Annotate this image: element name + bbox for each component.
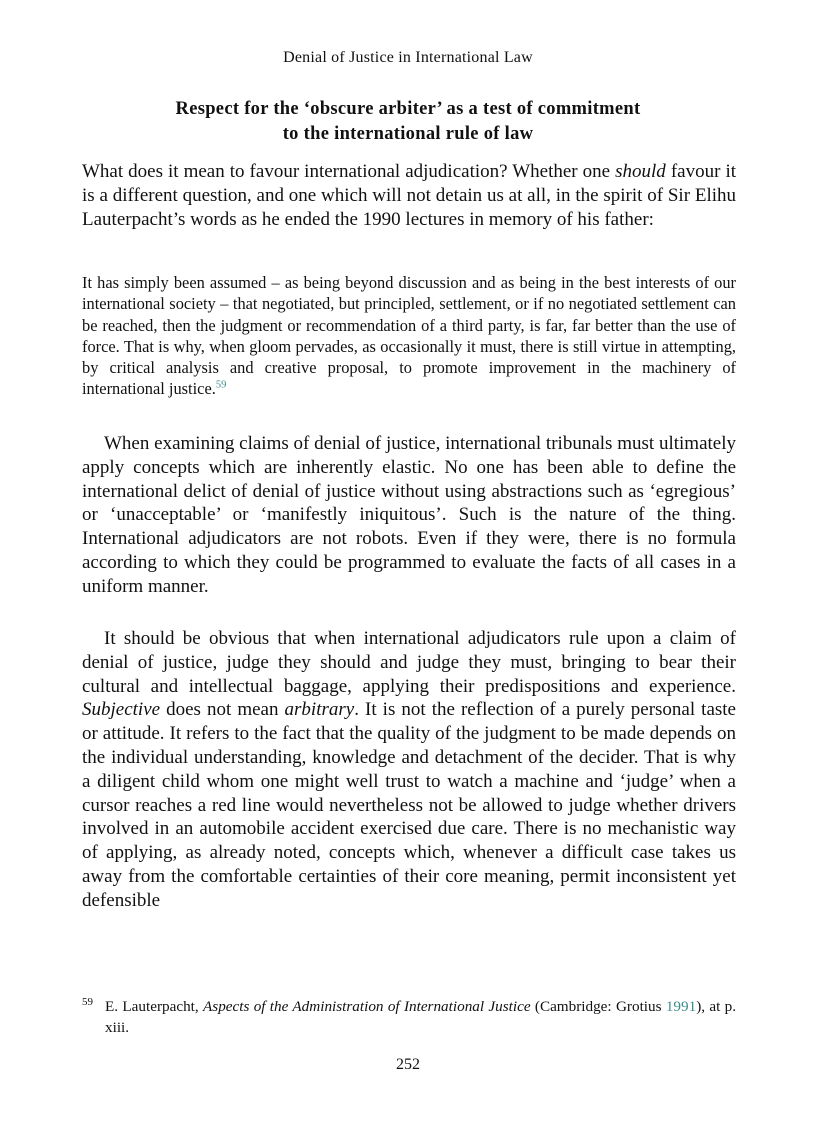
running-head: Denial of Justice in International Law [283,49,533,66]
paragraph-intro [82,160,736,231]
paragraph-3-emphasis-subjective: Subjective [82,699,161,721]
section-title [80,97,736,147]
paragraph-elastic-concepts: When examining claims of denial of justice, international tribunals must ultimately apply concepts which are inherently elastic. No one has been able to define the international delict of denial of justice without using abstractions such as ‘egregious’ or ‘unacceptable’ or ‘manifestly iniquitous’. Such is the nature of the thing. International adjudicators are not robots. Even if they were, there is no formula according to which they could be programmed to evaluate the facts of all cases in a uniform manner. [82,433,736,597]
footnote-59 [82,996,736,1038]
block-quote-text: It has simply been assumed – as being beyond discussion and as being in the best interests of our international society – that negotiated, but principled, settlement, or if no negotiated settlement can be reached, then the judgment or recommendation of a third party, is far, far better than the use of force. That is why, when gloom pervades, as occasionally it must, there is still virtue in attempting, by critical analysis and creative proposal, to promote improvement in the machinery of international justice. [82,273,736,399]
paragraph-3-text-b: does not mean [160,699,285,721]
paragraph-intro-text-a: What does it mean to favour international adjudication? Whether one [82,161,616,182]
page-number: 252 [396,1056,420,1073]
footnote-tail: ), at p. xiii. [105,998,736,1036]
footnote-reference-59[interactable]: 59 [215,380,227,392]
section-title-line-2: to the international rule of law [282,124,534,144]
paragraph-3-emphasis-arbitrary: arbitrary [284,699,355,721]
paragraph-3-text-a: It should be obvious that when international adjudicators rule upon a claim of denial of justice, judge they should and judge they must, bringing to bear their cultural and intellectual baggage, applying their predispositions and experience. [82,628,736,697]
footnote-author: E. Lauterpacht, [105,998,203,1015]
footnote-title: Aspects of the Administration of International Justice [203,998,531,1015]
footnote-publisher: (Cambridge: Grotius [530,998,666,1015]
footnote-body [82,996,736,1038]
footnote-number: 59 [82,996,93,1008]
paragraph-3-text-c: . It is not the reflection of a purely personal taste or attitude. It refers to the fact that the quality of the judgment to be made depends on the individual understanding, knowledge and detachment of the decider. That is why a diligent child whom one might well trust to watch a machine and ‘judge’ when a cursor reaches a red line would nevertheless not be allowed to judge whether drivers involved in an automobile accident exercised due care. There is no mechanistic way of applying, as already noted, concepts which, whenever a difficult case takes us away from the comfortable certainties of their core meaning, permit inconsistent yet defensible [82,699,736,911]
paragraph-intro-text-b: favour it is a different question, and one which will not detain us at all, in the spirit of Sir Elihu Lauterpacht’s words as he ended the 1990 lectures in memory of his father: [82,161,736,230]
block-quote [82,272,736,400]
paragraph-subjective-judgment [82,627,736,913]
section-title-line-1: Respect for the ‘obscure arbiter’ as a test of commitment [175,99,641,119]
footnote-year-link[interactable]: 1991 [665,998,697,1015]
paragraph-intro-emphasis: should [615,161,666,182]
